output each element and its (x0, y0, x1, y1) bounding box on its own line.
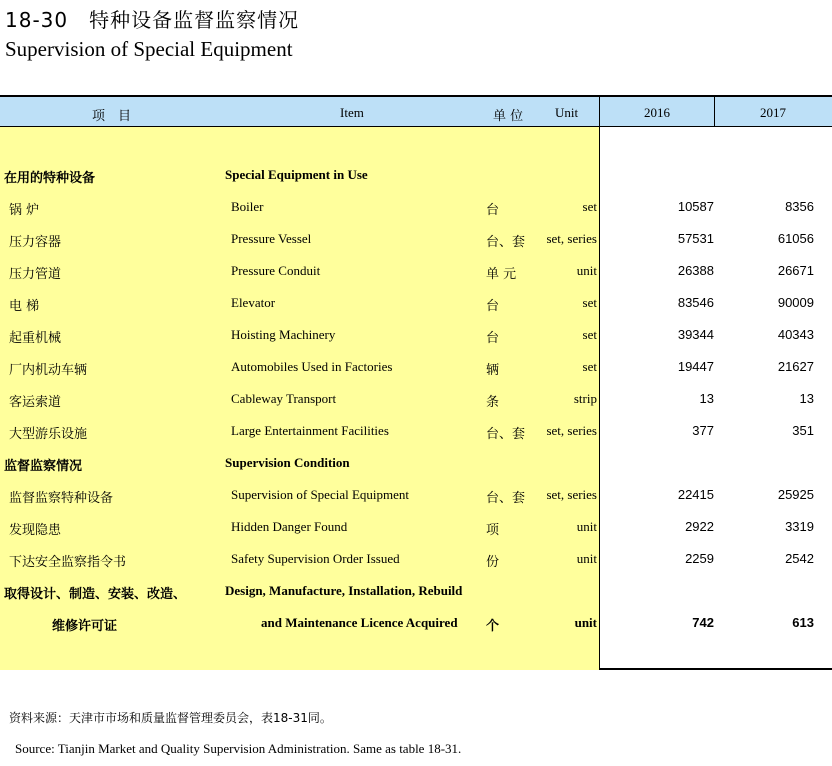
row-unit-cn: 辆 (486, 363, 500, 378)
header-divider (714, 97, 715, 127)
row-label-cn: 起重机械 (9, 331, 62, 346)
row-unit-cn: 台、套 (486, 235, 526, 250)
table-row (0, 551, 832, 571)
row-value-2017: 8356 (785, 199, 814, 214)
row-unit-cn: 台、套 (486, 427, 526, 442)
table-row (0, 423, 832, 443)
row-label-cn: 维修许可证 (52, 619, 118, 634)
row-unit-en: set (582, 327, 597, 342)
header-year-2017: 2017 (760, 105, 786, 120)
row-value-2016: 13 (699, 391, 714, 406)
row-value-2016: 742 (692, 615, 714, 630)
row-unit-cn: 单 元 (486, 267, 517, 282)
row-unit-en: set, series (546, 487, 597, 502)
row-unit-en: set (582, 295, 597, 310)
row-label-cn: 厂内机动车辆 (9, 363, 88, 378)
row-label-en: Safety Supervision Order Issued (231, 551, 400, 566)
row-label-cn: 监督监察特种设备 (9, 491, 114, 506)
row-label-cn: 电 梯 (9, 299, 40, 314)
table-row-category (0, 583, 832, 603)
row-label-cn: 锅 炉 (9, 203, 40, 218)
table-row (0, 295, 832, 315)
row-label-en: Elevator (231, 295, 276, 310)
table-header (0, 97, 832, 127)
header-unit-en: Unit (555, 105, 579, 120)
row-value-2016: 10587 (677, 199, 714, 214)
row-value-2017: 61056 (777, 231, 814, 246)
table-row (0, 615, 832, 635)
row-label-en: Supervision of Special Equipment (231, 487, 410, 502)
row-value-2016: 19447 (677, 359, 714, 374)
row-label-en: Pressure Conduit (231, 263, 321, 278)
row-label-cn: 大型游乐设施 (9, 427, 88, 442)
header-item-cn: 项 目 (92, 109, 132, 124)
row-label-cn: 客运索道 (9, 395, 62, 410)
row-label-en: Hidden Danger Found (231, 519, 348, 534)
row-unit-cn: 台、套 (486, 491, 526, 506)
source-note-cn: 资料来源：天津市市场和质量监督管理委员会，表18-31同。 (9, 711, 332, 725)
row-value-2016: 57531 (677, 231, 714, 246)
table-title-en: Supervision of Special Equipment (5, 37, 293, 61)
row-value-2017: 90009 (777, 295, 814, 310)
row-value-2016: 39344 (677, 327, 714, 342)
row-unit-cn: 台 (486, 299, 500, 314)
row-unit-en: set, series (546, 231, 597, 246)
row-unit-cn: 台 (486, 331, 500, 346)
row-label-cn: 在用的特种设备 (4, 171, 96, 186)
table-row (0, 359, 832, 379)
row-value-2016: 2259 (685, 551, 714, 566)
row-label-en: Automobiles Used in Factories (231, 359, 393, 374)
row-unit-en: unit (574, 615, 597, 630)
table-row-category (0, 455, 832, 475)
table-row (0, 263, 832, 283)
row-value-2016: 26388 (677, 263, 714, 278)
row-label-en: Boiler (231, 199, 264, 214)
row-value-2016: 83546 (677, 295, 714, 310)
row-label-cn: 取得设计、制造、安装、改造、 (4, 587, 187, 602)
header-year-2016: 2016 (644, 105, 670, 120)
row-label-en: Special Equipment in Use (225, 167, 368, 182)
row-value-2017: 2542 (785, 551, 814, 566)
row-value-2016: 377 (692, 423, 714, 438)
row-label-cn: 发现隐患 (9, 523, 62, 538)
row-unit-cn: 项 (486, 523, 500, 538)
table-row (0, 327, 832, 347)
row-unit-en: unit (576, 519, 597, 534)
row-value-2017: 40343 (777, 327, 814, 342)
row-label-en: Pressure Vessel (231, 231, 312, 246)
row-value-2017: 21627 (777, 359, 814, 374)
row-unit-cn: 台 (486, 203, 500, 218)
data-table (0, 95, 832, 670)
row-label-en: Design, Manufacture, Installation, Rebuild (225, 583, 463, 598)
row-label-en: Supervision Condition (225, 455, 350, 470)
row-unit-en: set (582, 199, 597, 214)
header-item-en: Item (340, 105, 364, 120)
row-label-en: Hoisting Machinery (231, 327, 336, 342)
row-label-en: and Maintenance Licence Acquired (261, 615, 458, 630)
row-value-2016: 2922 (685, 519, 714, 534)
row-label-en: Cableway Transport (231, 391, 337, 406)
row-label-en: Large Entertainment Facilities (231, 423, 389, 438)
row-unit-en: set (582, 359, 597, 374)
table-row (0, 199, 832, 219)
row-label-cn: 下达安全监察指令书 (9, 555, 127, 570)
row-unit-cn: 条 (486, 395, 500, 410)
table-row (0, 487, 832, 507)
row-label-cn: 压力管道 (9, 267, 62, 282)
table-title-cn: 18-30 特种设备监督监察情况 (5, 8, 300, 32)
row-unit-cn: 份 (486, 555, 500, 570)
row-unit-en: unit (576, 263, 597, 278)
row-unit-en: strip (573, 391, 597, 406)
row-value-2017: 351 (792, 423, 814, 438)
row-value-2017: 25925 (777, 487, 814, 502)
row-value-2017: 26671 (777, 263, 814, 278)
row-value-2017: 3319 (785, 519, 814, 534)
table-row (0, 231, 832, 251)
row-unit-cn: 个 (486, 619, 500, 634)
row-unit-en: set, series (546, 423, 597, 438)
row-value-2017: 613 (792, 615, 814, 630)
source-note-en: Source: Tianjin Market and Quality Supervision Administration. Same as table 18-31. (15, 741, 462, 756)
header-divider (599, 97, 600, 127)
header-unit-cn: 单 位 (493, 109, 524, 124)
row-label-cn: 监督监察情况 (4, 459, 83, 474)
row-label-cn: 压力容器 (9, 235, 62, 250)
table-row (0, 519, 832, 539)
row-unit-en: unit (576, 551, 597, 566)
table-row (0, 391, 832, 411)
table-row-category (0, 167, 832, 187)
row-value-2016: 22415 (677, 487, 714, 502)
row-value-2017: 13 (799, 391, 814, 406)
